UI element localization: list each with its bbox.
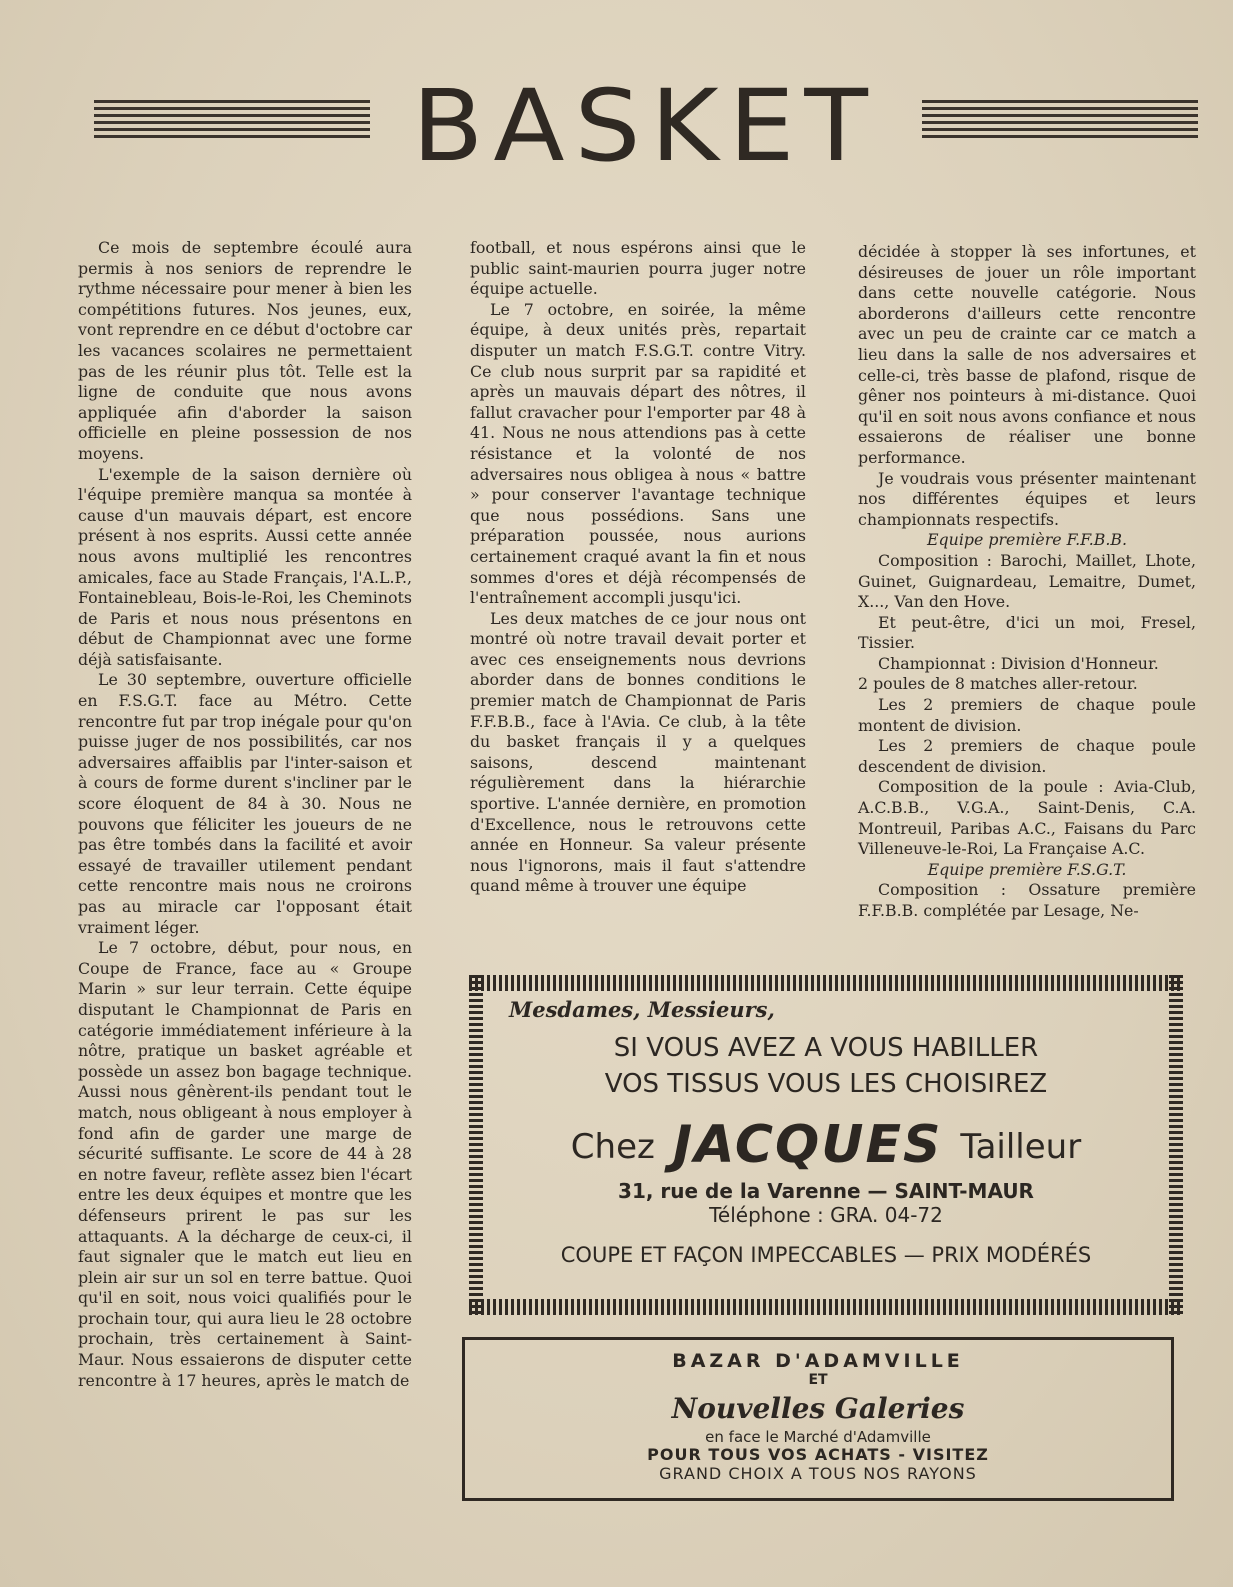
ad-tagline: COUPE ET FAÇON IMPECCABLES — PRIX MODÉRÉS [560, 1243, 1092, 1267]
ad-line-1: SI VOUS AVEZ A VOUS HABILLER [613, 1033, 1039, 1063]
bazar-et: ET [808, 1372, 828, 1388]
bazar-slogan: POUR TOUS VOS ACHATS - VISITEZ [647, 1445, 989, 1464]
ad-shop-name [469, 1115, 1183, 1175]
ad-greeting: Mesdames, Messieurs, [509, 997, 775, 1022]
paragraph: Les 2 premiers de chaque poule montent de division. [858, 695, 1196, 735]
ad-border-top [469, 975, 1183, 991]
article-column-1 [78, 238, 412, 1391]
ad-phone: Téléphone : GRA. 04-72 [709, 1203, 943, 1227]
jacques-tailor-advertisement [469, 975, 1183, 1315]
paragraph: Je voudrais vous présenter maintenant nos différentes équipes et leurs championnats respectifs. [858, 468, 1196, 529]
ad-brand: JACQUES [672, 1115, 943, 1175]
paragraph: L'exemple de la saison dernière où l'équipe première manqua sa montée à cause d'un mauvais départ, est encore présent à nos esprits. Aussi cette année nous avons multiplié les rencontres amicales, face au Stade Français, l'A.L.P., Fontainebleau, Bois-le-Roi, les Cheminots de Paris et nous nous présentons en début de Championnat avec une forme déjà satisfaisante. [78, 464, 412, 669]
article-column-2 [470, 238, 806, 897]
header-rule-left [94, 100, 370, 140]
bazar-choice: GRAND CHOIX A TOUS NOS RAYONS [659, 1464, 977, 1483]
paragraph: Le 7 octobre, début, pour nous, en Coupe de France, face au « Groupe Marin » sur leur terrain. Cette équipe disputant le Championnat de Paris en catégorie immédiatement inférieure à la nôtre, pratique un basket agréable et possède un assez bon bagage technique. Aussi nous gênèrent-ils pendant tout le match, nous obligeant à nous employer à fond afin de garder une marge de sécurité suffisante. Le score de 44 à 28 en notre faveur, reflète assez bien l'écart entre les deux équipes et montre que les défenseurs prirent le pas sur les attaquants. A la décharge de ceux-ci, il faut signaler que le match eut lieu en plein air sur un sol en terre battue. Quoi qu'il en soit, nous voici qualifiés pour le prochain tour, qui aura lieu le 28 octobre prochain, très certainement à Saint-Maur. Nous essaierons de disputer cette rencontre à 17 heures, après le match de [78, 938, 412, 1390]
paragraph: Le 7 octobre, en soirée, la même équipe, à deux unités près, repartait disputer un match F.S.G.T. contre Vitry. Ce club nous surprit par sa rapidité et après un mauvais départ des nôtres, il fallut cravacher pour l'emporter par 48 à 41. Nous ne nous attendions pas à cette résistance et la volonté de nos adversaires nous obligea à nous « battre » pour conserver l'avantage technique que nous possédions. Sans une préparation poussée, nous aurions certainement craqué avant la fin et nous sommes d'ores et déjà récompensés de l'entraînement accompli jusqu'ici. [470, 299, 806, 608]
paragraph: Les deux matches de ce jour nous ont montré où notre travail devait porter et avec ces enseignements nous devrions aborder dans de bonnes conditions le premier match de Championnat de Paris F.F.B.B., face à l'Avia. Ce club, à la tête du basket français il y a quelques saisons, descend maintenant régulièrement dans la hiérarchie sportive. L'année dernière, en promotion d'Excellence, nous le retrouvons cette année en Honneur. Sa valeur présente nous l'ignorons, mais il faut s'attendre quand même à trouver une équipe [470, 608, 806, 896]
bazar-advertisement [462, 1337, 1174, 1501]
page-title: BASKET [412, 68, 878, 184]
paragraph: Composition : Ossature première F.F.B.B. complétée par Lesage, Ne- [858, 880, 1196, 920]
ad-address: 31, rue de la Varenne — SAINT-MAUR [618, 1179, 1034, 1203]
paragraph: Composition de la poule : Avia-Club, A.C.B.B., V.G.A., Saint-Denis, C.A. Montreuil, Paribas A.C., Faisans du Parc Villeneuve-le-Roi, La Française A.C. [858, 777, 1196, 859]
paragraph: décidée à stopper là ses infortunes, et désireuses de jouer un rôle important dans cette nouvelle catégorie. Nous aborderons d'ailleurs cette rencontre avec un peu de crainte car ce match a lieu dans la salle de nos adversaires et celle-ci, très basse de plafond, risque de gêner nos pointeurs à mi-distance. Quoi qu'il en soit nous avons confiance et nous essaierons de réaliser une bonne performance. [858, 242, 1196, 467]
ad-trade: Tailleur [960, 1127, 1082, 1167]
bazar-store-name: Nouvelles Galeries [671, 1392, 965, 1425]
ad-border-bottom [469, 1299, 1183, 1315]
paragraph: Composition : Barochi, Maillet, Lhote, Guinet, Guignardeau, Lemaitre, Dumet, X..., Van den Hove. [858, 550, 1196, 612]
paragraph: Le 30 septembre, ouverture officielle en F.S.G.T. face au Métro. Cette rencontre fut par trop inégale pour qu'on puisse juger de nos possibilités, car nos adversaires affaiblis par l'inter-saison et à cours de forme durent s'incliner par le score éloquent de 84 à 30. Nous ne pouvons que féliciter les joueurs de ne pas être tombés dans la facilité et avoir essayé de travailler utilement pendant cette rencontre mais nous ne croirons pas au miracle car l'opposant était vraiment léger. [78, 670, 412, 937]
bazar-title: BAZAR D'ADAMVILLE [672, 1350, 964, 1372]
paragraph: Et peut-être, d'ici un moi, Fresel, Tissier. [858, 612, 1196, 653]
paragraph: Ce mois de septembre écoulé aura permis à nos seniors de reprendre le rythme nécessaire pour mener à bien les compétitions futures. Nos jeunes, eux, vont reprendre en ce début d'octobre car les vacances scolaires ne permettaient pas de les réunir plus tôt. Telle est la ligne de conduite que nous avons appliquée afin d'aborder la saison officielle en pleine possession de nos moyens. [78, 238, 412, 463]
team-heading: Equipe première F.S.G.T. [927, 859, 1127, 879]
ad-line-2: VOS TISSUS VOUS LES CHOISIREZ [604, 1069, 1048, 1099]
paragraph: Championnat : Division d'Honneur. [878, 653, 1159, 673]
header-rule-right [922, 100, 1198, 140]
team-heading: Equipe première F.F.B.B. [927, 530, 1127, 550]
paragraph: Les 2 premiers de chaque poule descendent de division. [858, 736, 1196, 776]
article-column-3 [858, 242, 1196, 922]
paragraph: football, et nous espérons ainsi que le public saint-maurien pourra juger notre équipe actuelle. [470, 238, 806, 299]
ad-chez: Chez [570, 1127, 655, 1167]
paragraph: 2 poules de 8 matches aller-retour. [858, 674, 1138, 694]
bazar-location: en face le Marché d'Adamville [705, 1428, 931, 1446]
